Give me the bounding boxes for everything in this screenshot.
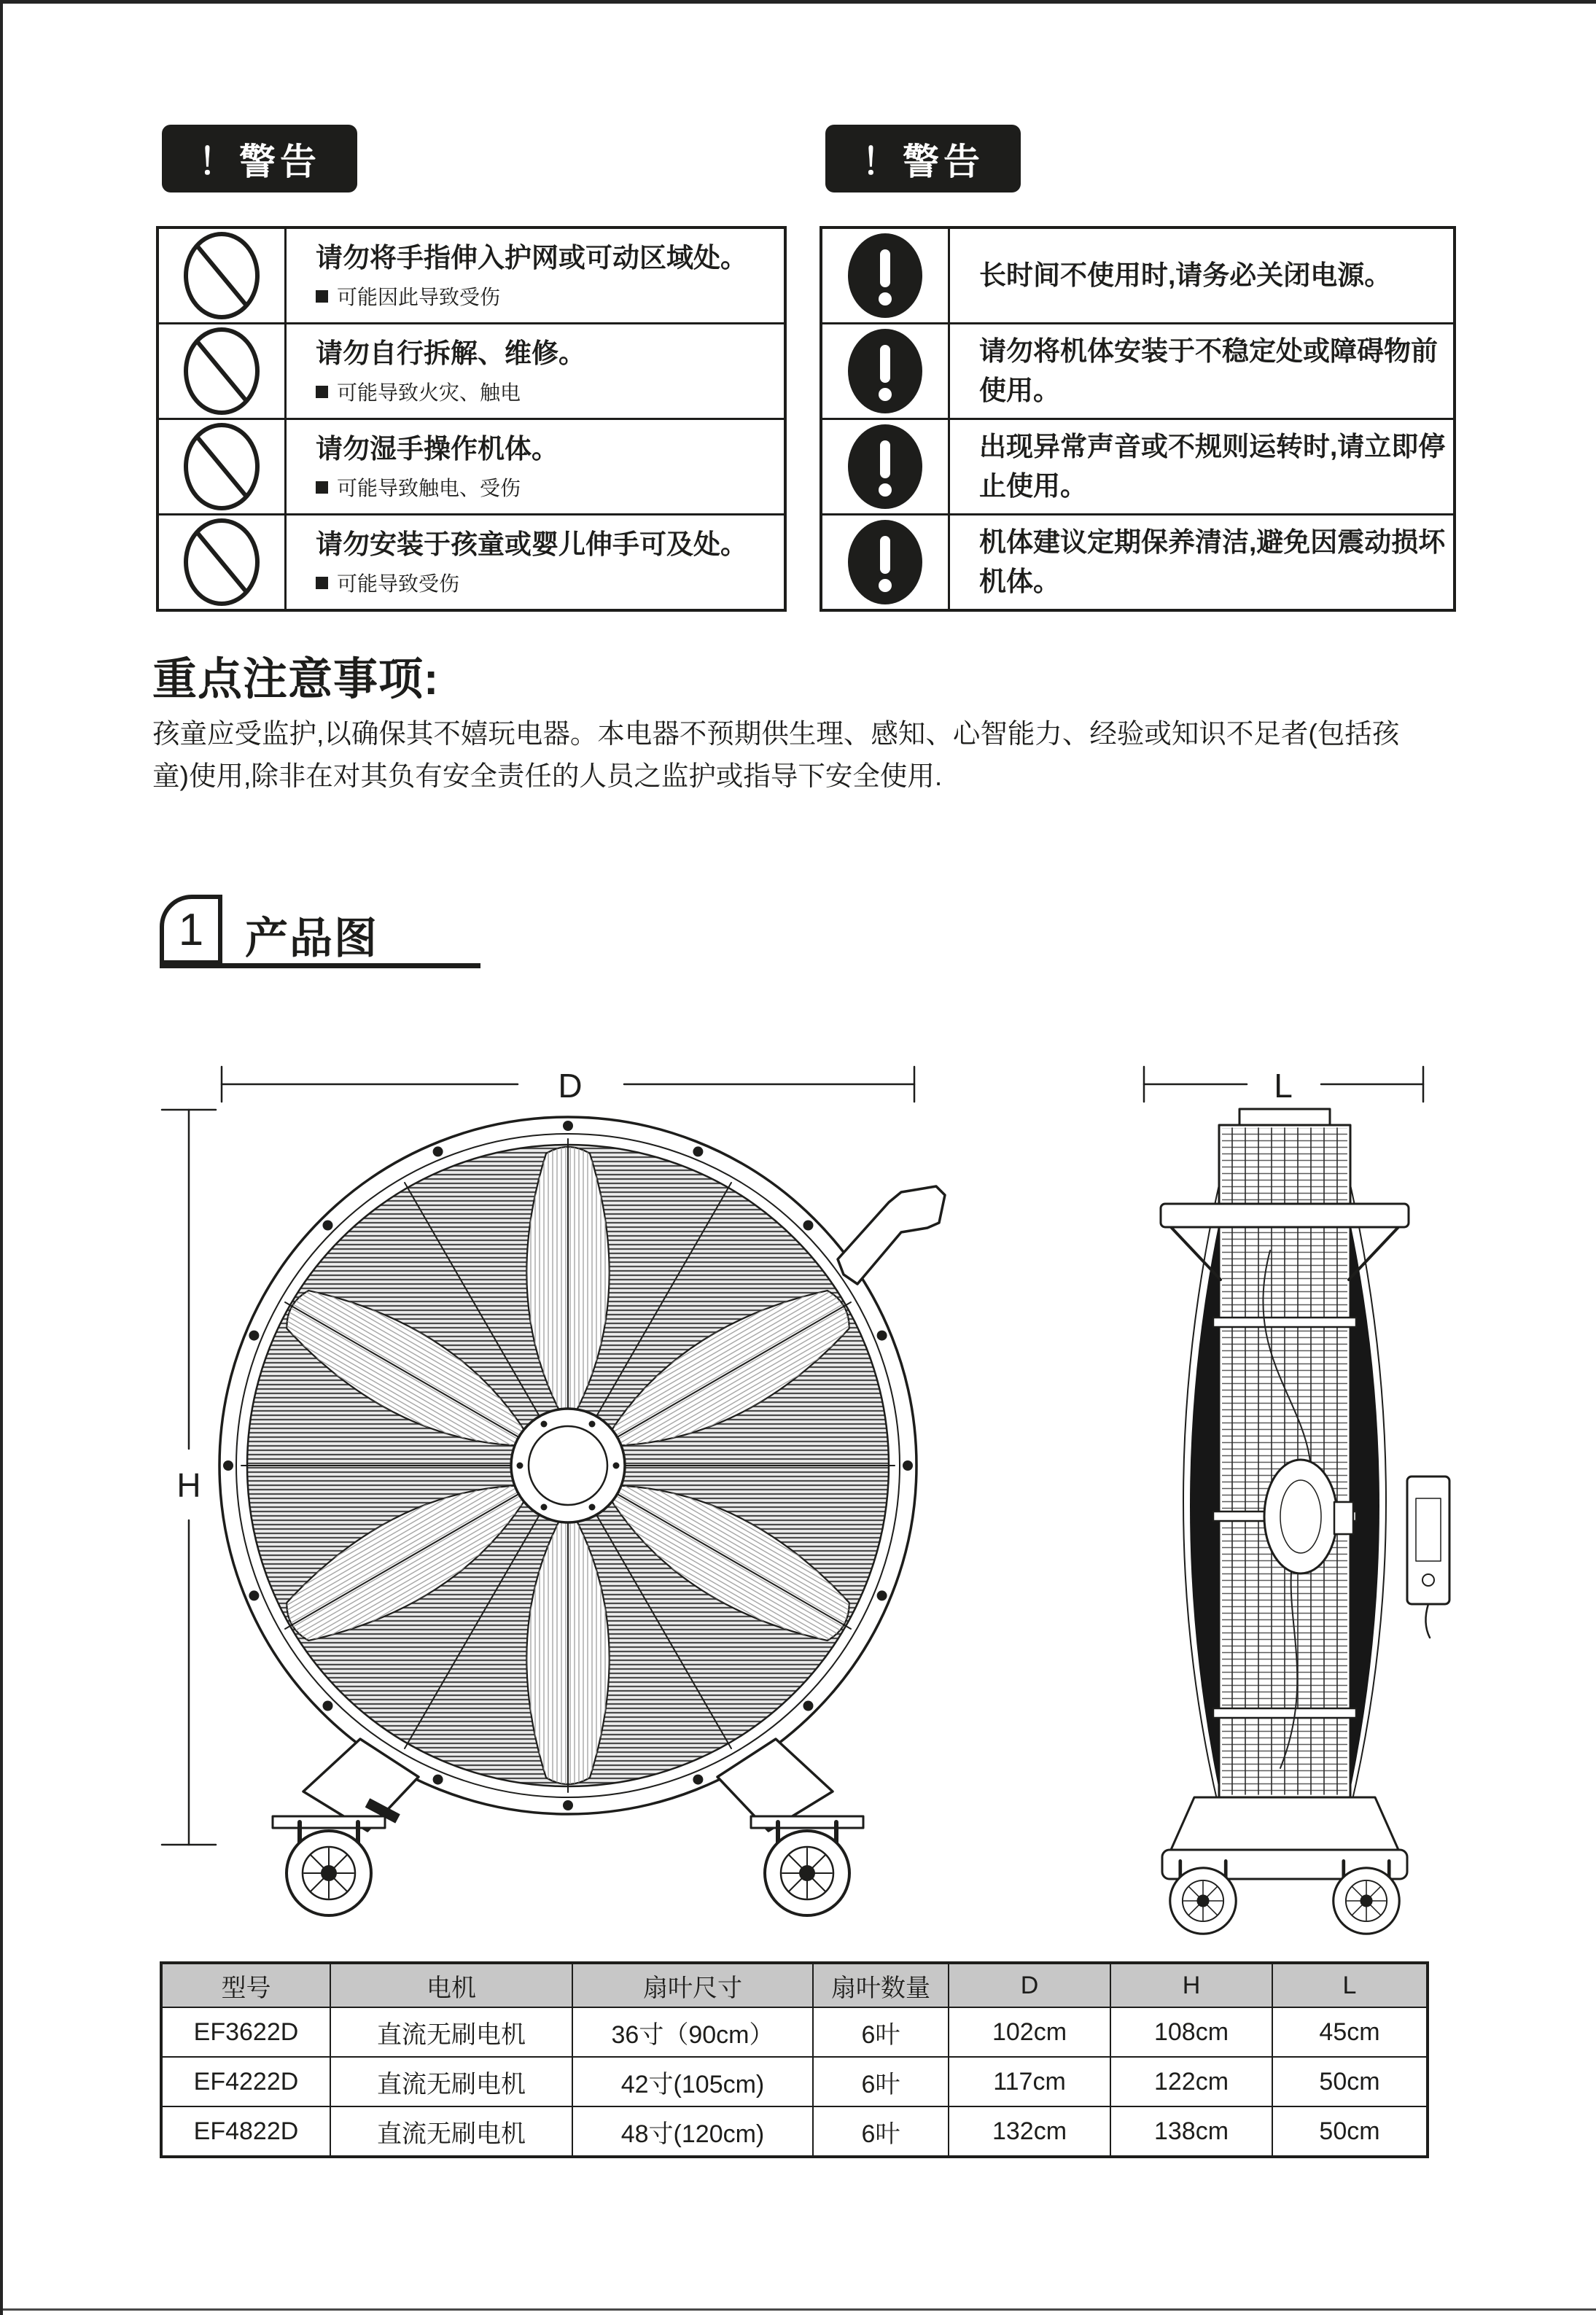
- warning-badge-right: [825, 125, 1021, 192]
- side-panel-left: [1190, 1223, 1219, 1790]
- dimension-line-l: [1144, 1067, 1423, 1105]
- spec-table-header-row: [161, 1963, 1428, 2007]
- caster-wheel: [1170, 1861, 1236, 1934]
- fan-front-view-diagram: [162, 1067, 945, 1915]
- warning-row: [822, 420, 1453, 515]
- warning-badge-label: ！警告: [198, 141, 321, 182]
- col-header-blade-size: 扇叶尺寸: [572, 1963, 813, 2007]
- cell-d: 117cm: [949, 2057, 1110, 2106]
- side-base: [1162, 1797, 1407, 1879]
- section-number-box: [160, 895, 222, 965]
- prohibition-icon: [159, 324, 287, 418]
- cell-motor: 直流无刷电机: [330, 2057, 572, 2106]
- key-notes-heading: 重点注意事项:: [152, 654, 440, 704]
- col-header-l: L: [1272, 1963, 1428, 2007]
- col-header-blade-count: 扇叶数量: [813, 1963, 949, 2007]
- warning-table-prohibition: [156, 226, 787, 612]
- key-notes-body: 孩童应受监护,以确保其不嬉玩电器。本电器不预期供生理、感知、心智能力、经验或知识不足者(包括孩童)使用,除非在对其负有安全责任的人员之监护或指导下安全使用.: [152, 718, 1400, 792]
- section-underline: [160, 963, 480, 968]
- warning-note: 可能导致触电、受伤: [337, 477, 521, 500]
- caster-wheel: [1334, 1861, 1399, 1934]
- spec-table: [160, 1961, 1429, 2158]
- cell-blade-count: 6叶: [813, 2057, 949, 2106]
- prohibition-icon: [159, 420, 287, 513]
- note-bullet-icon: [316, 386, 328, 398]
- warning-badge-label: ！警告: [862, 141, 984, 182]
- caster-wheel: [287, 1822, 371, 1915]
- cell-motor: 直流无刷电机: [330, 2007, 572, 2057]
- warning-title: 请勿将手指伸入护网或可动区域处。: [316, 242, 747, 273]
- col-header-d: D: [949, 1963, 1110, 2007]
- warning-text: 机体建议定期保养清洁,避免因震动损坏机体。: [979, 527, 1446, 596]
- col-header-motor: 电机: [330, 1963, 572, 2007]
- warning-text: 出现异常声音或不规则运转时,请立即停止使用。: [979, 432, 1446, 501]
- product-diagram: [105, 1039, 1490, 1936]
- dimension-label-d: D: [558, 1067, 583, 1105]
- cell-d: 132cm: [949, 2106, 1110, 2157]
- table-row: [161, 2057, 1428, 2106]
- col-header-h: H: [1110, 1963, 1272, 2007]
- cell-blade-count: 6叶: [813, 2106, 949, 2157]
- warning-text: 长时间不使用时,请务必关闭电源。: [979, 260, 1392, 291]
- exclamation-icon: [822, 420, 950, 513]
- cell-blade-size: 42寸(105cm): [572, 2057, 813, 2106]
- cell-l: 45cm: [1272, 2007, 1428, 2057]
- section-number: 1: [178, 904, 204, 955]
- fan-hub: [511, 1409, 625, 1522]
- cell-h: 122cm: [1110, 2057, 1272, 2106]
- col-header-model: 型号: [161, 1963, 330, 2007]
- warning-row: [159, 515, 784, 609]
- warning-title: 请勿湿手操作机体。: [316, 433, 558, 464]
- cell-blade-size: 36寸（90cm）: [572, 2007, 813, 2057]
- warning-title: 请勿安装于孩童或婴儿伸手可及处。: [316, 529, 747, 559]
- prohibition-icon: [159, 229, 287, 322]
- cell-l: 50cm: [1272, 2057, 1428, 2106]
- warning-table-attention: [820, 226, 1456, 612]
- warning-note: 可能因此导致受伤: [337, 286, 501, 309]
- cell-blade-count: 6叶: [813, 2007, 949, 2057]
- cell-h: 138cm: [1110, 2106, 1272, 2157]
- warning-row: [159, 229, 784, 324]
- warning-row: [822, 324, 1453, 420]
- cell-model: EF4822D: [161, 2106, 330, 2157]
- exclamation-icon: [822, 515, 950, 609]
- cell-model: EF4222D: [161, 2057, 330, 2106]
- dimension-line-d: [222, 1067, 914, 1105]
- warning-text: 请勿将机体安装于不稳定处或障碍物前使用。: [979, 336, 1438, 405]
- exclamation-icon: [822, 324, 950, 418]
- warning-title: 请勿自行拆解、维修。: [316, 338, 585, 368]
- warning-row: [822, 229, 1453, 324]
- handle: [838, 1186, 945, 1284]
- control-box: [1407, 1476, 1449, 1638]
- dimension-line-h: [162, 1110, 216, 1845]
- section-title: 产品图: [245, 914, 379, 962]
- table-row: [161, 2106, 1428, 2157]
- exclamation-icon: [822, 229, 950, 322]
- dimension-label-h: H: [176, 1466, 201, 1504]
- note-bullet-icon: [316, 577, 328, 589]
- warning-badge-left: [162, 125, 357, 192]
- dimension-label-l: L: [1274, 1067, 1293, 1105]
- cell-h: 108cm: [1110, 2007, 1272, 2057]
- warning-row: [159, 420, 784, 515]
- warning-note: 可能导致火灾、触电: [337, 381, 521, 405]
- fan-side-view-diagram: [1144, 1067, 1449, 1934]
- cell-l: 50cm: [1272, 2106, 1428, 2157]
- prohibition-icon: [159, 515, 287, 609]
- note-bullet-icon: [316, 481, 328, 494]
- warning-row: [159, 324, 784, 420]
- cell-blade-size: 48寸(120cm): [572, 2106, 813, 2157]
- note-bullet-icon: [316, 290, 328, 303]
- cell-model: EF3622D: [161, 2007, 330, 2057]
- caster-wheel: [765, 1822, 849, 1915]
- cell-motor: 直流无刷电机: [330, 2106, 572, 2157]
- cell-d: 102cm: [949, 2007, 1110, 2057]
- warning-note: 可能导致受伤: [337, 572, 460, 596]
- warning-row: [822, 515, 1453, 609]
- side-panel-right: [1350, 1223, 1379, 1790]
- table-row: [161, 2007, 1428, 2057]
